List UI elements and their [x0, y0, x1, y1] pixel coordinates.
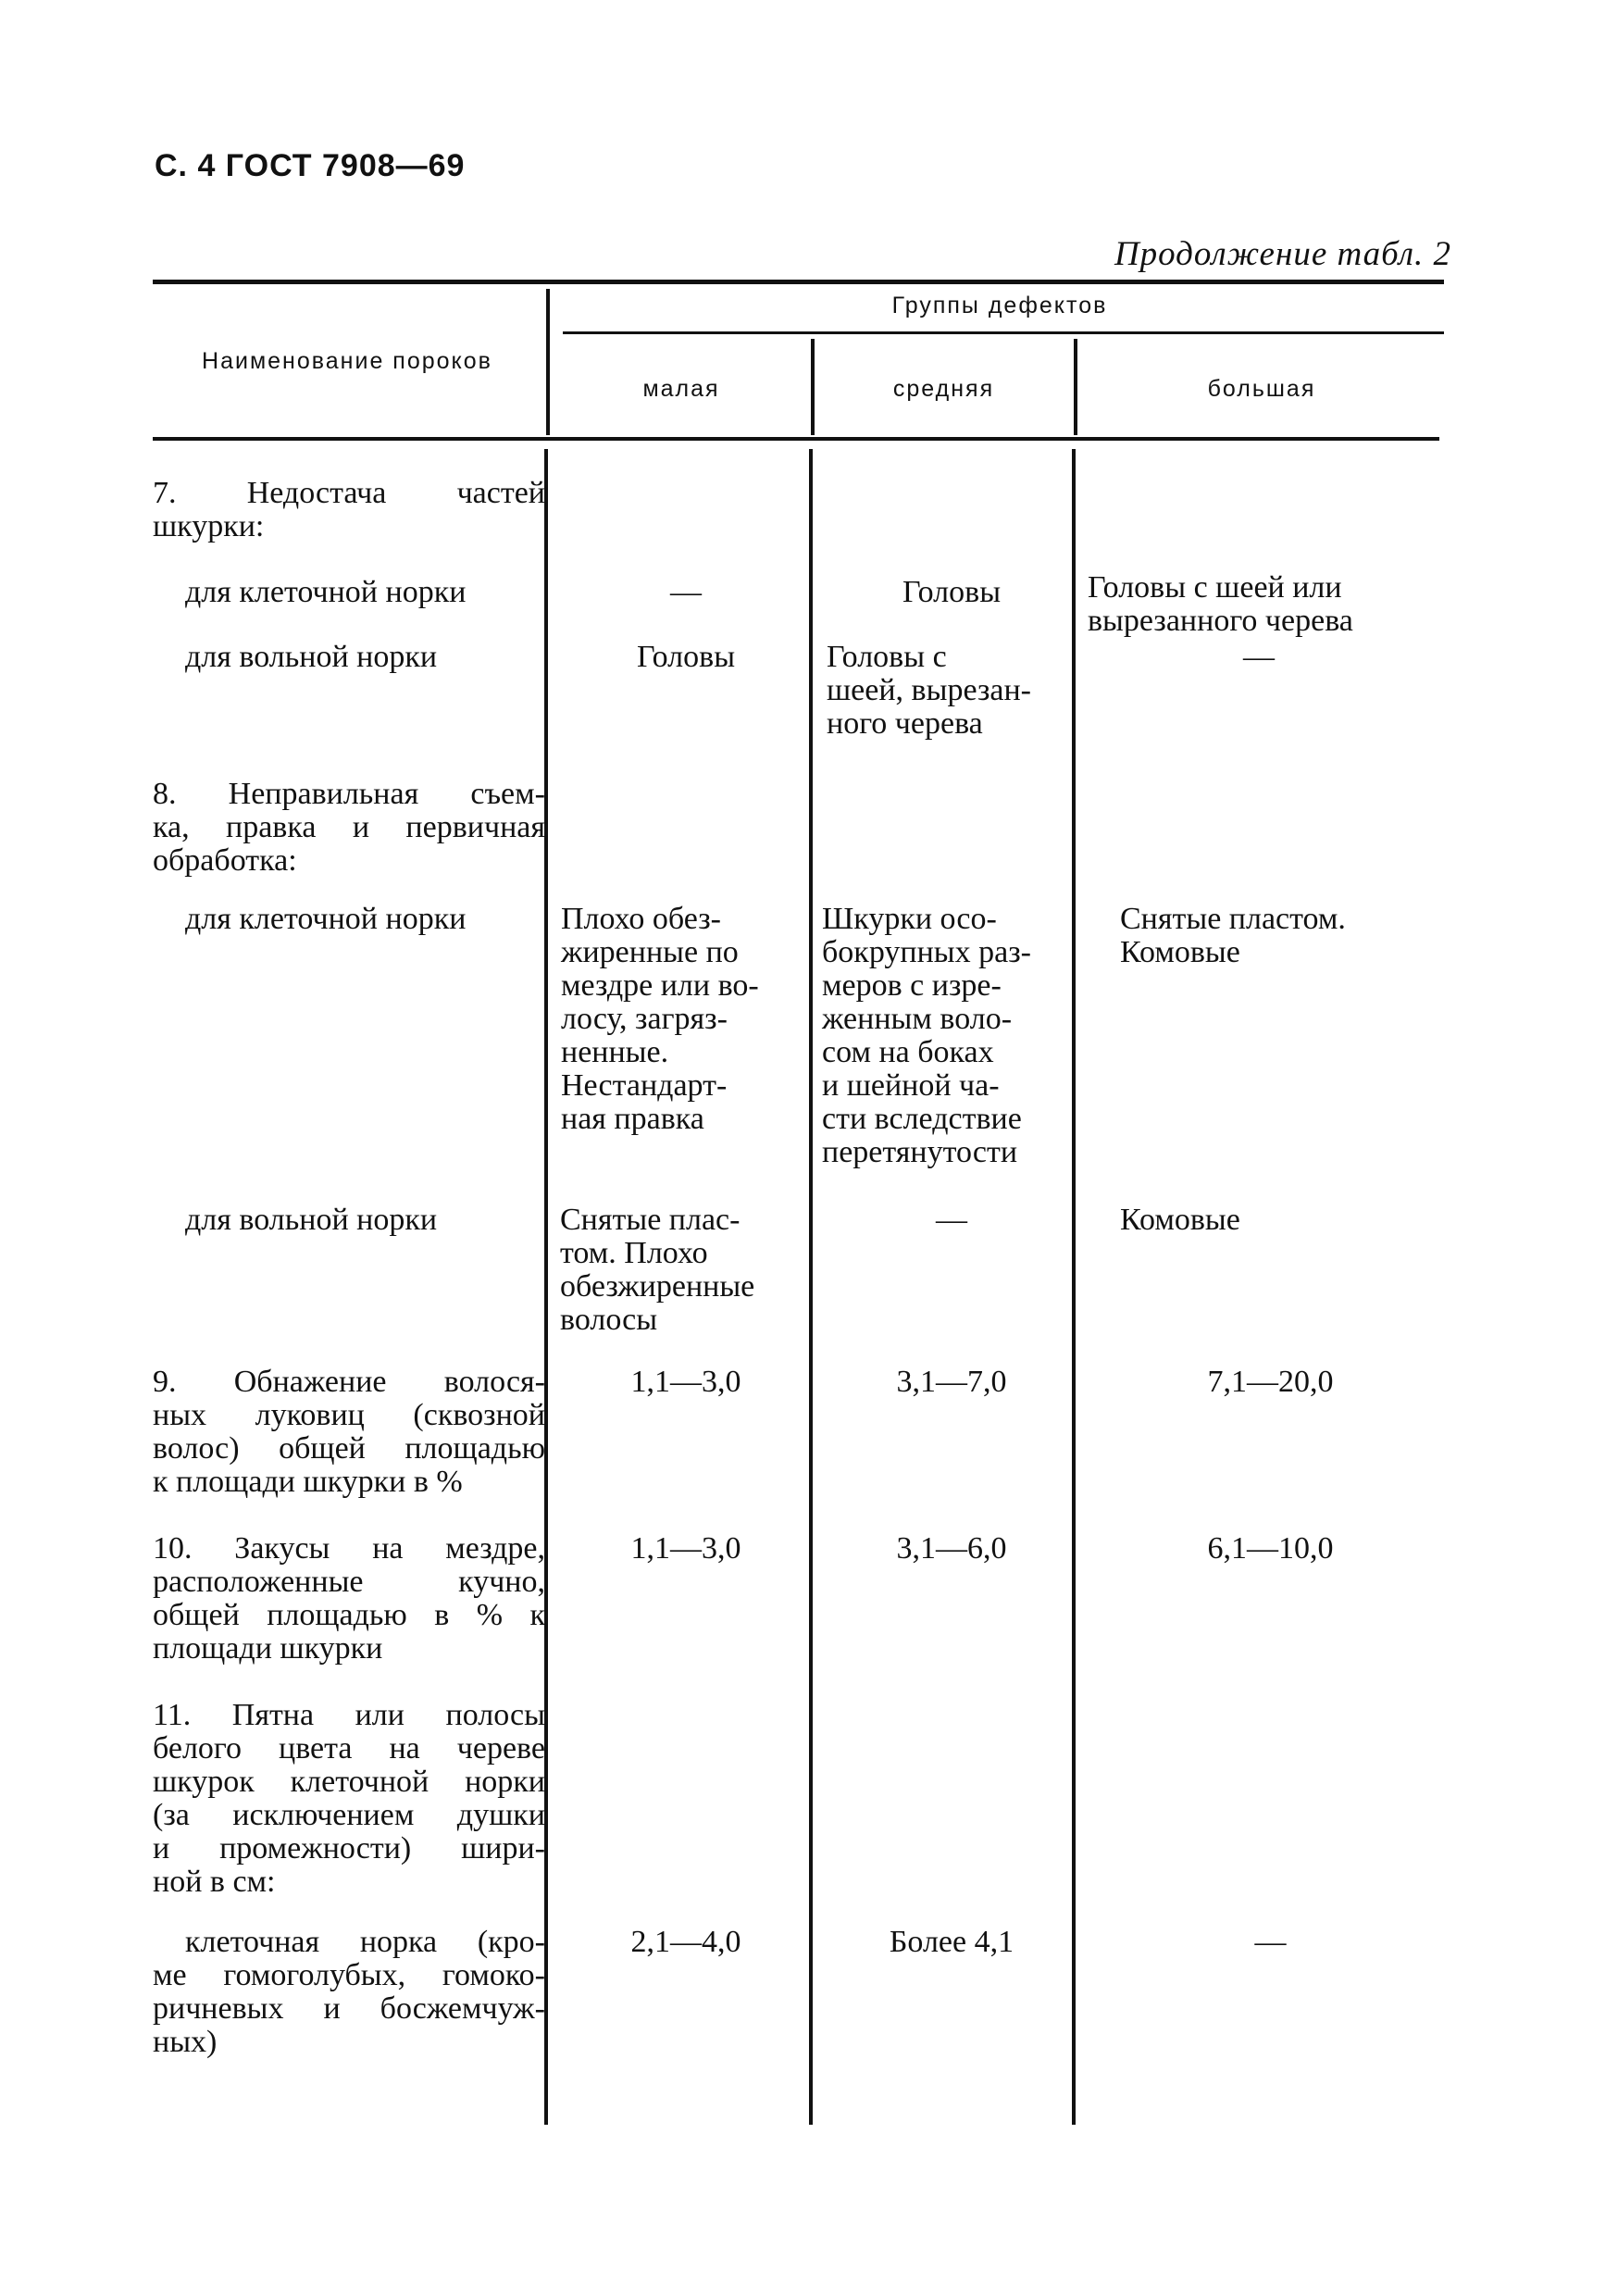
column-divider-1 [546, 289, 550, 435]
column-divider-2 [811, 339, 815, 435]
row-8-wild-mink-medium: — [936, 1203, 967, 1237]
row-11-cage-mink-label: клеточная норка (кро- ме гомоголубых, гомоко- ричневых и босжемчуж- ных) [153, 1925, 545, 2059]
row-8-title: 8. Неправильная съем- ка, правка и первичная обработка: [153, 777, 545, 878]
column-header-medium: средняя [892, 376, 995, 402]
page-header: С. 4 ГОСТ 7908—69 [155, 148, 466, 183]
header-bottom-rule [153, 437, 1439, 441]
row-7-wild-mink-label: для вольной норки [185, 640, 438, 674]
row-9-medium: 3,1—7,0 [896, 1365, 1007, 1399]
column-header-small: малая [642, 376, 720, 402]
table-top-rule [153, 280, 1444, 284]
row-8-cage-mink-large: Снятые пластом. Комовые [1120, 902, 1346, 969]
row-11-cage-mink-small: 2,1—4,0 [630, 1925, 741, 1959]
row-7-title: 7. Недостача частей шкурки: [153, 476, 545, 543]
row-10-medium: 3,1—6,0 [896, 1531, 1007, 1566]
column-divider-3 [1074, 339, 1077, 435]
row-8-cage-mink-small: Плохо обез- жиренные по мездре или во- лосу, загряз- ненные. Нестандарт- ная правка [561, 902, 759, 1136]
row-7-cage-mink-small: — [670, 575, 702, 609]
row-8-cage-mink-medium: Шкурки осо- бокрупных раз- меров с изре- женным воло- сом на боках и шейной ча- сти вследствие перетянутости [822, 902, 1031, 1169]
table-continuation-label: Продолжение табл. 2 [1114, 235, 1451, 273]
row-9-large: 7,1—20,0 [1207, 1365, 1334, 1399]
row-8-wild-mink-small: Снятые плас- том. Плохо обезжиренные волосы [560, 1203, 755, 1337]
row-11-cage-mink-medium: Более 4,1 [889, 1925, 1014, 1959]
row-7-wild-mink-large: — [1243, 640, 1275, 674]
row-7-cage-mink-large: Головы с шеей или вырезанного черева [1088, 570, 1353, 638]
row-7-cage-mink-medium: Головы [902, 575, 1002, 609]
row-7-cage-mink-label: для клеточной норки [185, 575, 467, 609]
row-9-small: 1,1—3,0 [630, 1365, 741, 1399]
row-7-wild-mink-small: Головы [636, 640, 736, 674]
row-10-title: 10. Закусы на мездре, расположенные кучно, общей площадью в % к площади шкурки [153, 1531, 545, 1666]
row-11-cage-mink-large: — [1254, 1925, 1287, 1959]
group-header-rule [563, 331, 1444, 334]
row-10-large: 6,1—10,0 [1207, 1531, 1334, 1566]
row-8-wild-mink-large: Комовые [1120, 1203, 1240, 1237]
row-11-title: 11. Пятна или полосы белого цвета на череве шкурок клеточной норки (за исключением душки и промежности) шири- ной в см: [153, 1698, 545, 1899]
row-8-cage-mink-label: для клеточной норки [185, 902, 467, 936]
column-header-group: Группы дефектов [891, 293, 1108, 318]
row-9-title: 9. Обнажение волося- ных луковиц (сквозной волос) общей площадью к площади шкурки в % [153, 1365, 545, 1499]
row-7-wild-mink-medium: Головы с шеей, вырезан- ного черева [827, 640, 1031, 741]
row-10-small: 1,1—3,0 [630, 1531, 741, 1566]
column-header-large: большая [1207, 376, 1316, 402]
column-header-name: Наименование пороков [202, 348, 492, 374]
row-8-wild-mink-label: для вольной норки [185, 1203, 438, 1237]
